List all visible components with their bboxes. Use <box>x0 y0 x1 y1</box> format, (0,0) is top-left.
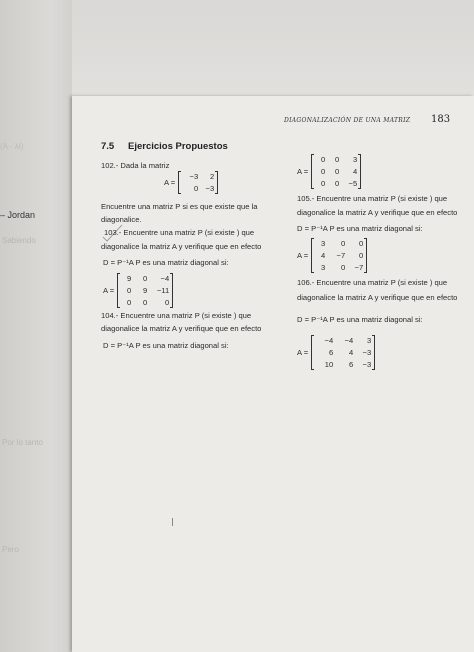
matrix-106 <box>297 335 375 370</box>
exercise-105-text-1: 105.- Encuentre una matriz P (si existe ) que <box>297 194 448 203</box>
exercise-102-text-1: Encuentre una matriz P si es que existe que la <box>101 202 258 211</box>
exercise-104-text-1: 104.- Encuentre una matriz P (si existe ) que <box>101 311 252 320</box>
matrix-103-cell: 9 <box>142 286 148 295</box>
matrix-106-grid <box>311 335 375 370</box>
matrix-102-cell: 0 <box>193 184 199 193</box>
matrix-104-label: A = <box>297 167 309 176</box>
matrix-104-cell: −5 <box>348 179 358 188</box>
matrix-104-grid <box>311 154 361 189</box>
facing-page-faint-1: Sabiendo <box>2 236 36 245</box>
matrix-102-cell: 2 <box>209 172 215 181</box>
matrix-105 <box>297 238 367 273</box>
exercise-106-equation: D = P⁻¹A P es una matriz diagonal si: <box>297 315 423 324</box>
matrix-103-cell: 0 <box>142 298 148 307</box>
matrix-103-cell: 0 <box>126 286 132 295</box>
matrix-106-cell: 6 <box>328 348 334 357</box>
facing-page-strip <box>0 0 72 652</box>
matrix-106-cell: −4 <box>344 336 354 345</box>
matrix-104-cell: 0 <box>334 167 340 176</box>
matrix-105-cell: 0 <box>358 239 364 248</box>
matrix-103-cell: 0 <box>142 274 148 283</box>
matrix-103-cell: −11 <box>156 286 170 295</box>
matrix-104-cell: 0 <box>320 155 326 164</box>
matrix-102-cell: −3 <box>189 172 199 181</box>
matrix-104-cell: 0 <box>320 179 326 188</box>
facing-page-jordan: – Jordan <box>0 210 36 220</box>
matrix-104-cell: 0 <box>334 179 340 188</box>
matrix-105-cell: 3 <box>320 239 326 248</box>
matrix-103-label: A = <box>103 286 115 295</box>
matrix-103-cell: 0 <box>164 298 170 307</box>
exercise-105-text-2: diagonalice la matriz A y verifique que en efecto <box>297 208 458 217</box>
exercise-103-equation: D = P⁻¹A P es una matriz diagonal si: <box>103 258 229 267</box>
matrix-106-cell: −3 <box>362 360 372 369</box>
matrix-105-cell: 3 <box>320 263 326 272</box>
matrix-104-cell: 0 <box>320 167 326 176</box>
matrix-105-cell: −7 <box>354 263 364 272</box>
matrix-105-cell: 0 <box>340 239 346 248</box>
book-page <box>72 96 474 652</box>
matrix-106-cell: −4 <box>324 336 334 345</box>
matrix-103 <box>103 273 173 308</box>
matrix-106-cell: 4 <box>348 348 354 357</box>
matrix-106-cell: −3 <box>362 348 372 357</box>
section-title: Ejercicios Propuestos <box>128 141 228 152</box>
exercise-102-intro: 102.- Dada la matriz <box>101 161 170 170</box>
matrix-106-cell: 6 <box>348 360 354 369</box>
exercise-105-equation: D = P⁻¹A P es una matriz diagonal si: <box>297 224 423 233</box>
matrix-105-cell: 0 <box>358 251 364 260</box>
section-number: 7.5 <box>101 141 115 152</box>
pencil-mark <box>172 518 173 526</box>
running-header: DIAGONALIZACIÓN DE UNA MATRIZ <box>284 117 411 124</box>
matrix-106-cell: 3 <box>366 336 372 345</box>
matrix-103-cell: −4 <box>160 274 170 283</box>
matrix-102 <box>164 171 218 194</box>
matrix-106-cell: 10 <box>324 360 334 369</box>
facing-page-faint-2: Por lo tanto <box>2 438 43 447</box>
facing-page-faint-3: Pero <box>2 545 19 554</box>
matrix-102-cell: −3 <box>205 184 215 193</box>
matrix-103-cell: 9 <box>126 274 132 283</box>
matrix-103-cell: 0 <box>126 298 132 307</box>
exercise-106-text-2: diagonalice la matriz A y verifique que en efecto <box>297 293 458 302</box>
matrix-106-label: A = <box>297 348 309 357</box>
matrix-105-cell: −7 <box>336 251 346 260</box>
matrix-104-cell: 3 <box>352 155 358 164</box>
matrix-105-grid <box>311 238 367 273</box>
matrix-104-cell: 0 <box>334 155 340 164</box>
page-number: 183 <box>431 114 451 125</box>
matrix-102-label: A = <box>164 178 176 187</box>
matrix-104-cell: 4 <box>352 167 358 176</box>
facing-page-fragment: (A - λI) <box>0 142 24 151</box>
exercise-104-equation: D = P⁻¹A P es una matriz diagonal si: <box>103 341 229 350</box>
exercise-102-text-2: diagonalice. <box>101 215 142 224</box>
exercise-106-text-1: 106.- Encuentre una matriz P (si existe ) que <box>297 278 448 287</box>
matrix-105-cell: 0 <box>340 263 346 272</box>
exercise-104-text-2: diagonalice la matriz A y verifique que en efecto <box>101 324 262 333</box>
matrix-105-cell: 4 <box>320 251 326 260</box>
matrix-103-grid <box>117 273 173 308</box>
matrix-105-label: A = <box>297 251 309 260</box>
exercise-103-text-1: 103.- Encuentre una matriz P (si existe ) que <box>104 228 255 237</box>
matrix-104 <box>297 154 361 189</box>
matrix-102-grid <box>178 171 218 194</box>
exercise-103-text-2: diagonalice la matriz A y verifique que en efecto <box>101 242 262 251</box>
